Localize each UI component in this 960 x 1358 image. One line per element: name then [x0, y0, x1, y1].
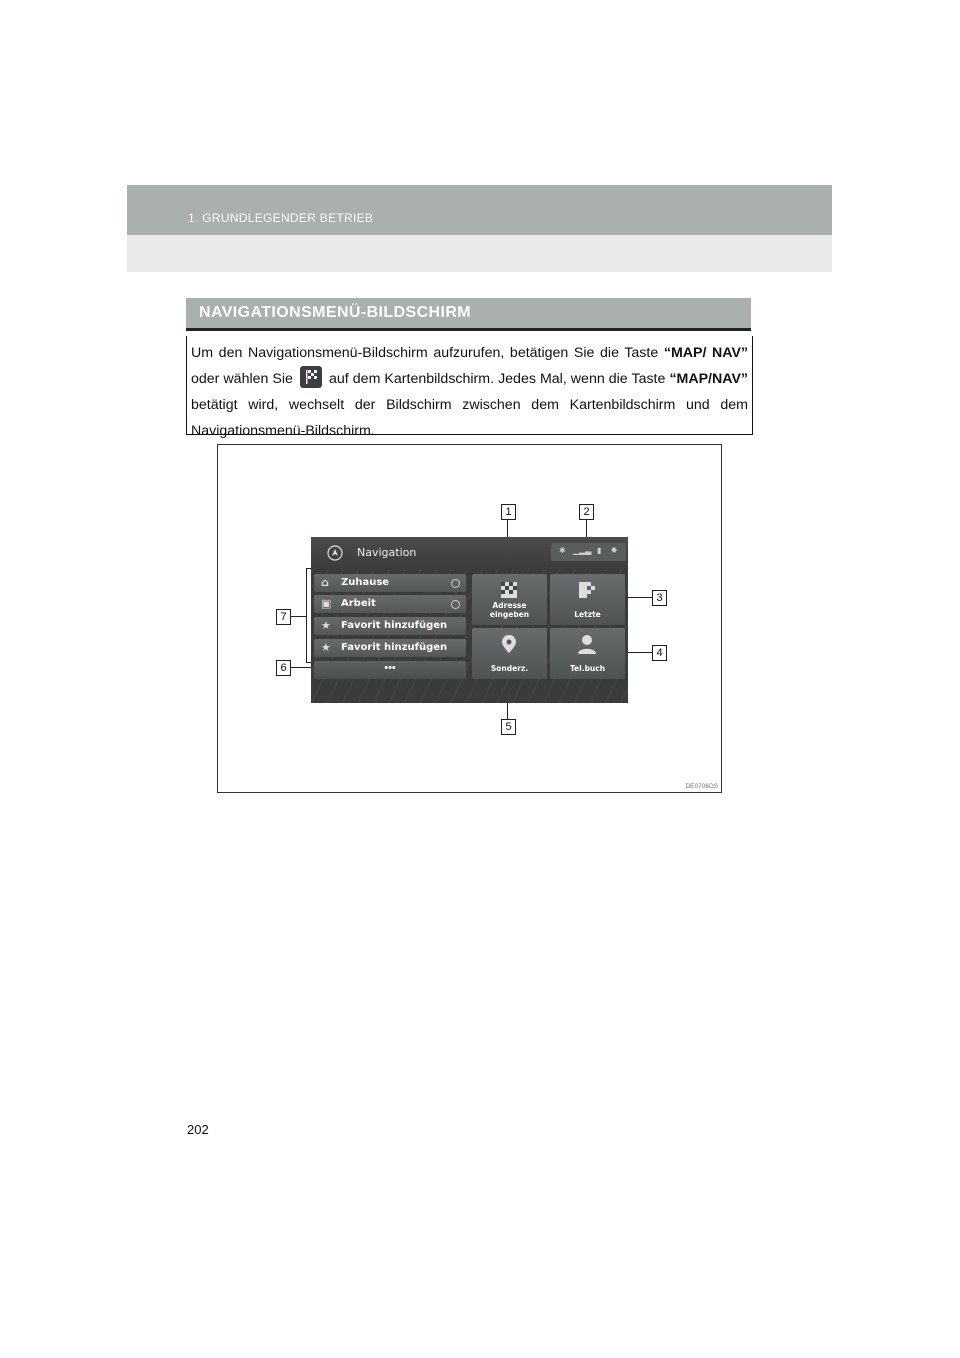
callout-3: 3 — [652, 590, 667, 606]
tile-phonebook[interactable] — [550, 628, 625, 679]
clock-icon — [451, 579, 460, 588]
callout-2: 2 — [579, 504, 594, 520]
section-rule — [186, 328, 751, 331]
home-icon: ⌂ — [321, 576, 329, 589]
para-text-3: auf dem Kartenbildschirm. Jedes Mal, wenn die Taste — [324, 371, 670, 387]
list-item-favorite-1[interactable] — [314, 617, 466, 635]
page-header — [127, 185, 832, 272]
header-band — [127, 185, 832, 235]
callout-4: 4 — [652, 645, 667, 661]
list-label: Favorit hinzufügen — [341, 620, 448, 631]
network-icon: ◆ — [611, 545, 618, 554]
para-text-4: betätigt wird, wechselt der Bildschirm zwischen dem Kartenbildschirm und dem Navigationsmenü-Bildschirm. — [191, 397, 748, 439]
callout-6: 6 — [276, 660, 291, 676]
tile-poi[interactable] — [472, 628, 547, 679]
battery-icon: ▮ — [597, 546, 602, 555]
status-bar — [551, 543, 626, 561]
list-item-home[interactable] — [314, 574, 466, 592]
tile-label: Letzte — [574, 610, 601, 619]
flag-icon — [300, 366, 322, 388]
tile-recent[interactable] — [550, 574, 625, 625]
bluetooth-icon: ✱ — [559, 546, 566, 555]
tile-label: Tel.buch — [569, 664, 606, 673]
chapter-title: 1. GRUNDLEGENDER BETRIEB — [188, 211, 374, 225]
section-title: NAVIGATIONSMENÜ-BILDSCHIRM — [199, 304, 472, 321]
compass-icon — [327, 545, 343, 561]
signal-icon: ▁▂▃ — [573, 546, 592, 555]
navigation-screen — [311, 537, 628, 703]
screen-header — [311, 537, 628, 569]
flag-icon — [577, 580, 597, 600]
list-label: Zuhause — [341, 577, 390, 588]
section-header — [186, 298, 751, 328]
key-map-nav: “MAP/ NAV” — [663, 345, 749, 361]
leader-7 — [290, 616, 306, 617]
key-map-nav-2: “MAP/NAV” — [669, 371, 748, 387]
tile-label: Sonderz. — [490, 664, 529, 673]
callout-5: 5 — [501, 719, 516, 735]
tile-enter-address[interactable] — [472, 574, 547, 625]
intro-paragraph — [186, 336, 753, 439]
person-icon — [577, 634, 597, 654]
list-item-work[interactable] — [314, 595, 466, 613]
page-number: 202 — [187, 1122, 209, 1137]
briefcase-icon: ▣ — [321, 597, 332, 610]
more-button[interactable]: ••• — [314, 661, 466, 679]
pin-icon — [499, 634, 519, 654]
list-label: Favorit hinzufügen — [341, 642, 448, 653]
screen-title: Navigation — [357, 546, 417, 559]
leader-7-bracket — [306, 568, 307, 663]
star-icon: ★ — [321, 641, 331, 654]
callout-1: 1 — [501, 504, 516, 520]
list-label: Arbeit — [341, 598, 376, 609]
figure-frame — [217, 444, 722, 793]
figure-code: DE0706DS — [685, 783, 718, 790]
callout-7: 7 — [276, 609, 291, 625]
clock-icon — [451, 600, 460, 609]
tile-label: Adresse eingeben — [489, 601, 530, 619]
star-icon: ★ — [321, 619, 331, 632]
para-text-2: oder wählen Sie — [191, 371, 297, 387]
flag-icon — [499, 580, 519, 600]
list-item-favorite-2[interactable] — [314, 639, 466, 657]
para-text-1: Um den Navigationsmenü-Bildschirm aufzurufen, betätigen Sie die Taste — [191, 345, 664, 361]
